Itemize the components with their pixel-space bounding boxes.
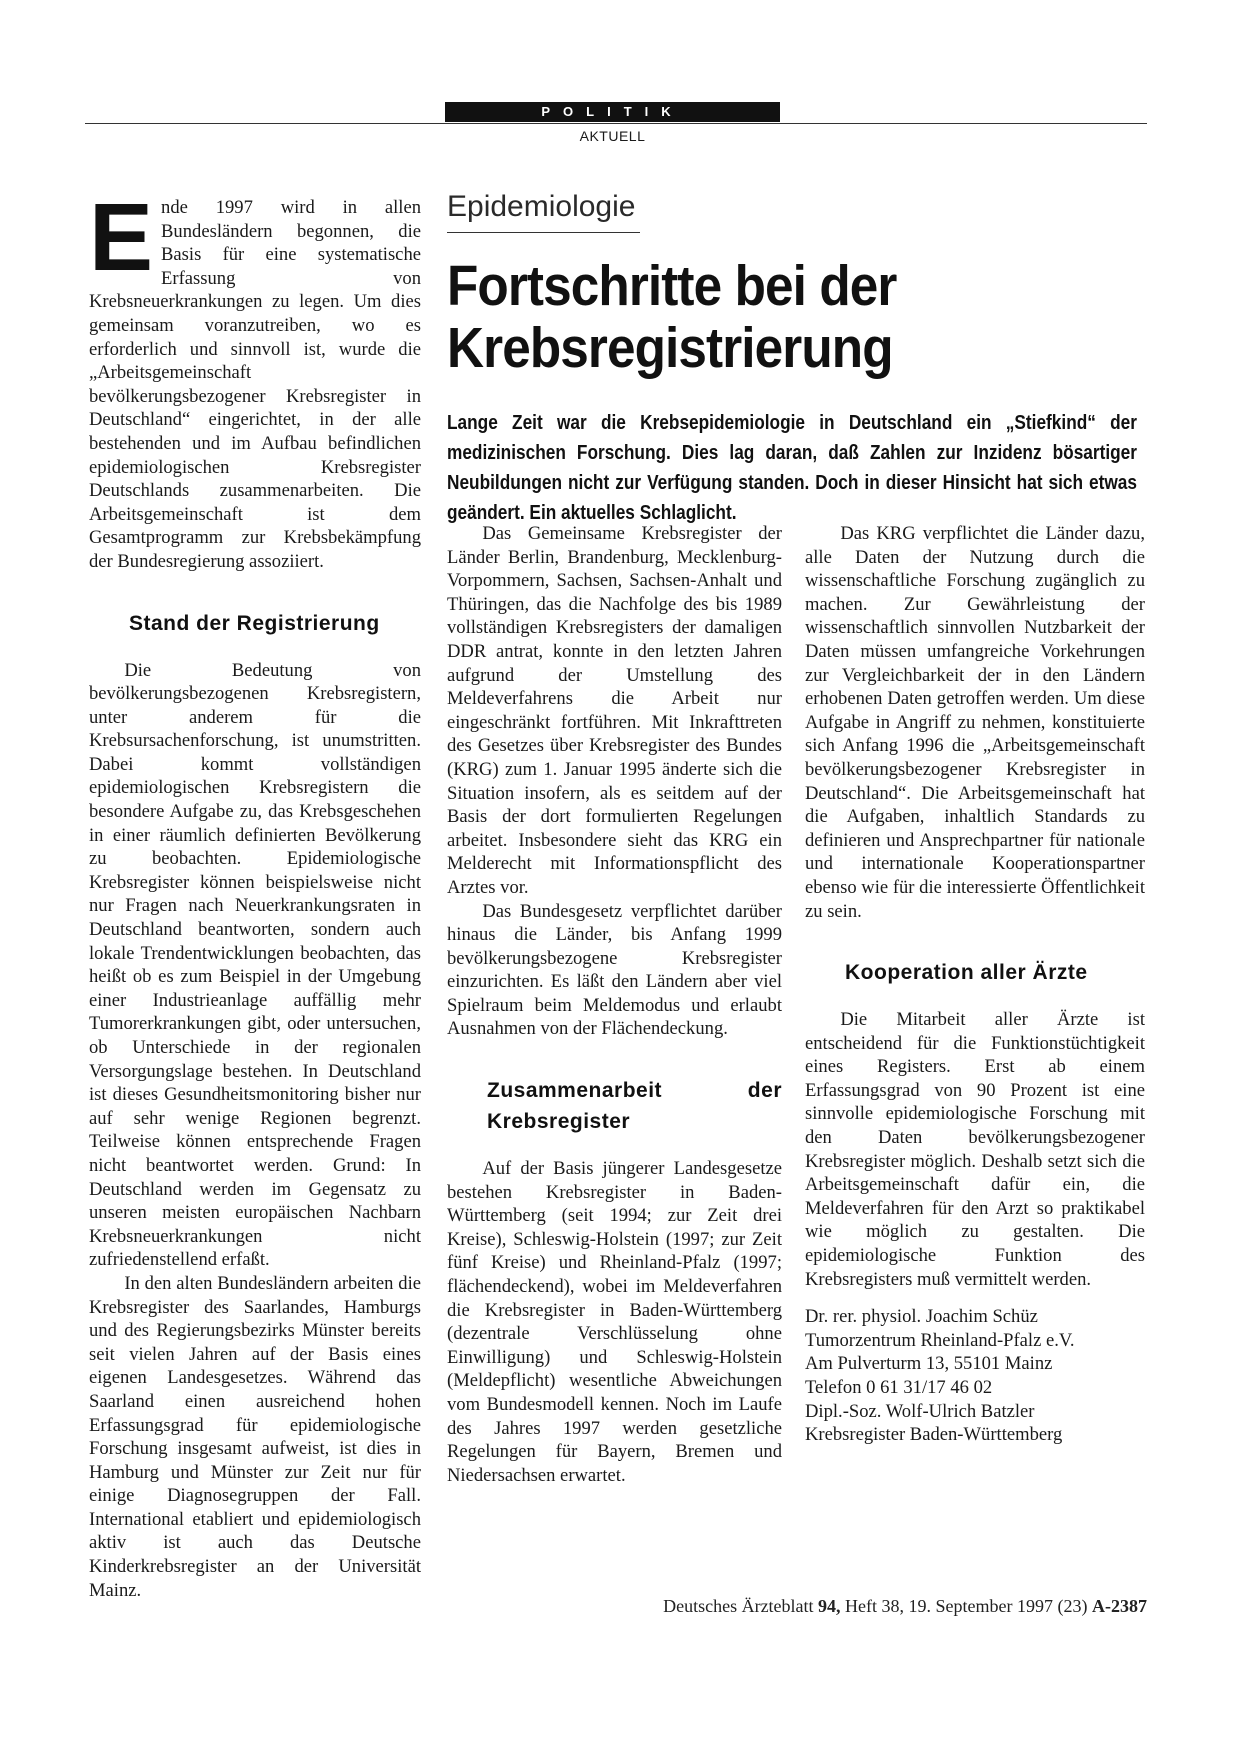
page-number: A-2387	[1092, 1596, 1147, 1616]
article-lead: Lange Zeit war die Krebsepidemiologie in Deutschland ein „Stiefkind“ der medizinischen Forschung. Dies lag daran, daß Zahlen zur Inzidenz bösartiger Neubildungen nicht zur Verfügung standen. Doch in dieser Hinsicht hat sich etwas geändert. Ein aktuelles Schlaglicht.	[447, 412, 1137, 524]
drop-cap: E	[89, 184, 154, 291]
body-paragraph	[89, 1272, 421, 1602]
rubric-underline	[447, 232, 640, 233]
body-paragraph: Das Gemeinsame Krebsregister der Länder Berlin, Brandenburg, Mecklenburg-Vorpommern, Sachsen, Sachsen-Anhalt und Thüringen, das die Nachfolge des bis 1989 vollständigen Krebsregisters der damaligen DDR antrat, konnte in den letzten Jahren aufgrund der Umstellung des Meldeverfahrens die Arbeit nur eingeschränkt fortführen. Mit Inkrafttreten des Gesetzes über Krebsregister des Bundes (KRG) zum 1. Januar 1995 änderte sich die Situation insofern, als es seitdem auf der Basis der dort formulierten Regelungen arbeitet. Insbesondere sieht das KRG ein Melderecht mit Informationspflicht des Arztes vor.	[447, 523, 782, 898]
body-paragraph: Das Bundesgesetz verpflichtet darüber hinaus die Länder, bis Anfang 1999 bevölkerungsbezogene Krebsregister einzurichten. Es läßt den Ländern aber viel Spielraum beim Meldemodus und erlaubt Ausnahmen von der Flächendeckung.	[447, 900, 782, 1040]
intro-paragraph	[89, 184, 421, 574]
body-paragraph: Die Bedeutung von bevölkerungsbezogenen Krebsregistern, unter anderem für die Krebsursachenforschung, ist unumstritten. Dabei kommt vollständigen epidemiologischen Krebsregistern die besondere Aufgabe zu, das Krebsgeschehen in einer räumlich definierten Bevölkerung zu beobachten. Epidemiologische Krebsregister können beispielsweise nicht nur Fragen nach Neuerkrankungsraten in Deutschland beantworten, sondern auch lokale Trendentwicklungen beobachten, das heißt ob es zum Beispiel in der Umgebung einer Industrieanlage auffällig mehr Tumorerkrankungen gibt, oder untersuchen, ob Unterschiede in der regionalen Versorgungslage bestehen. In Deutschland ist dieses Gesundheitsmonitoring bisher nur auf sehr wenige Regionen begrenzt. Teilweise können entsprechende Fragen nicht beantwortet werden. Grund: In Deutschland werden im Gegensatz zu unseren meisten europäischen Nachbarn Krebsneuerkrankungen nicht zufriedenstellend erfaßt.	[89, 659, 421, 1271]
article-rubric: Epidemiologie	[447, 190, 636, 223]
body-text: In den alten Bundesländern arbeiten die Krebsregister des Saarlandes, Hamburgs und des Regierungsbezirks Münster bereits seit vielen Jahren auf der Basis eines eigenen Landesgesetzes. Während das Saarland einen ausreichend hohen Erfassungsgrad für epidemiologische Forschung insgesamt aufweist, ist dies in Hamburg und Münster zur Zeit nur für einige Diagnosegruppen der Fall. International etabliert und epidemiologisch aktiv ist auch das Deutsche Kinderkrebsregister an der Universität Mainz.	[89, 1272, 421, 1601]
article-title: Fortschritte bei der Krebsregistrierung	[447, 254, 897, 380]
author-line: Krebsregister Baden-Württemberg	[805, 1424, 1063, 1446]
journal-volume: 94,	[818, 1596, 841, 1616]
section-label: POLITIK	[445, 102, 780, 122]
section-heading-kooperation: Kooperation aller Ärzte	[845, 961, 1088, 985]
author-block	[805, 1305, 1145, 1447]
section-heading-zusammenarbeit: Zusammenarbeit der Krebsregister	[487, 1079, 782, 1134]
body-paragraph: Auf der Basis jüngerer Landesgesetze bestehen Krebsregister in Baden-Württemberg (seit 1994; zur Zeit drei Kreise), Schleswig-Holstein (1997; zur Zeit fünf Kreise) und Rheinland-Pfalz (1997; flächendeckend), wobei im Meldeverfahren die Krebsregister in Baden-Württemberg (dezentrale Verschlüsselung ohne Einwilligung) und Schleswig-Holstein (Meldepflicht) wesentliche Abweichungen vom Bundesmodell kennen. Noch im Laufe des Jahres 1997 werden gesetzliche Regelungen für Bayern, Bremen und Niedersachsen erwartet.	[447, 1158, 782, 1486]
author-line: Telefon 0 61 31/17 46 02	[805, 1377, 993, 1398]
section-heading-stand: Stand der Registrierung	[129, 611, 380, 635]
header-rule	[85, 123, 1147, 124]
body-paragraph: Die Mitarbeit aller Ärzte ist entscheidend für die Funktionstüchtigkeit eines Registers. Erst ab einem Erfassungsgrad von 90 Prozent ist eine sinnvolle epidemiologische Forschung mit den Daten bevölkerungsbezogener Krebsregister möglich. Deshalb setzt sich die Arbeitsgemeinschaft dafür ein, die Meldeverfahren für den Arzt so praktikabel wie möglich zu gestalten. Die epidemiologische Funktion des Krebsregisters muß vermittelt werden.	[805, 1009, 1145, 1290]
journal-name: Deutsches Ärzteblatt	[663, 1596, 814, 1616]
author-line: Tumorzentrum Rheinland-Pfalz e.V.	[805, 1329, 1075, 1351]
subsection-label: AKTUELL	[579, 128, 646, 144]
body-paragraph: Das KRG verpflichtet die Länder dazu, alle Daten der Nutzung durch die wissenschaftliche Forschung zugänglich zu machen. Zur Gewährleistung der wissenschaftlich sinnvollen Nutzbarkeit der Daten müssen umfangreiche Vorkehrungen zur Vergleichbarkeit der in den Ländern erhobenen Daten getroffen werden. Um diese Aufgabe in Angriff zu nehmen, konstituierte sich Anfang 1996 die „Arbeitsgemeinschaft bevölkerungsbezogener Krebsregister in Deutschland“. Die Arbeitsgemeinschaft hat die Aufgaben, inhaltlich Standards zu definieren und Ansprechpartner für nationale und internationale Kooperationspartner ebenso wie für die interessierte Öffentlichkeit zu sein.	[805, 523, 1145, 922]
text-column-1	[89, 184, 421, 1602]
page-footer	[663, 1596, 1147, 1617]
journal-issue: Heft 38, 19. September 1997 (23)	[845, 1596, 1088, 1616]
author-line: Dr. rer. physiol. Joachim Schüz	[805, 1306, 1038, 1328]
intro-text: nde 1997 wird in allen Bundesländern begonnen, die Basis für eine systematische Erfassung von Krebsneuerkrankungen zu legen. Um dies gemeinsam voranzutreiben, wo es erforderlich und sinnvoll ist, wurde die „Arbeitsgemeinschaft bevölkerungsbezogener Krebsregister in Deutschland“ eingerichtet, in der alle bestehenden und im Aufbau befindlichen epidemiologischen Krebsregister Deutschlands zusammenarbeiten. Die Arbeitsgemeinschaft ist dem Gesamtprogramm zur Krebsbekämpfung der Bundesregierung assoziiert.	[89, 197, 421, 572]
text-column-2	[447, 522, 782, 1487]
text-column-3	[805, 522, 1145, 1447]
author-line: Dipl.-Soz. Wolf-Ulrich Batzler	[805, 1400, 1035, 1422]
author-line: Am Pulverturm 13, 55101 Mainz	[805, 1353, 1053, 1375]
